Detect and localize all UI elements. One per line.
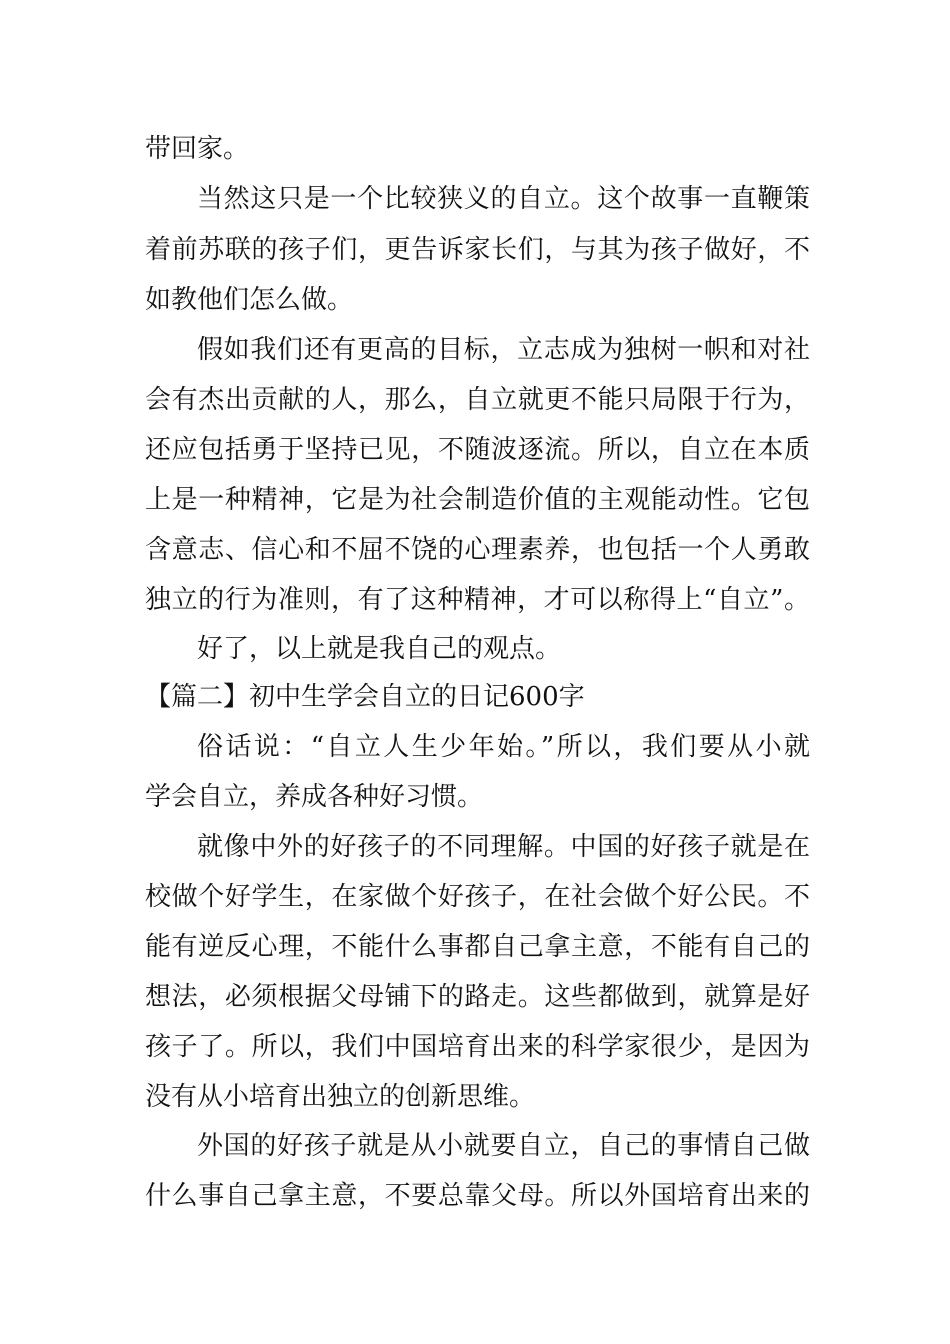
paragraph-line: 如教他们怎么做。 xyxy=(145,285,354,315)
paragraph-line: 假如我们还有更高的目标，立志成为独树一帜和对社 xyxy=(197,335,810,365)
paragraph-line: 能有逆反心理，不能什么事都自己拿主意，不能有自己的 xyxy=(145,932,810,962)
paragraph-line: 学会自立，养成各种好习惯。 xyxy=(145,782,484,812)
paragraph-line: 什么事自己拿主意，不要总靠父母。所以外国培育出来的 xyxy=(145,1181,810,1211)
paragraph-line: 上是一种精神，它是为社会制造价值的主观能动性。它包 xyxy=(145,485,810,515)
paragraph-line: 好了，以上就是我自己的观点。 xyxy=(197,634,562,664)
paragraph-line: 孩子了。所以，我们中国培育出来的科学家很少，是因为 xyxy=(145,1032,810,1062)
paragraph-line: 独立的行为准则，有了这种精神，才可以称得上“自立”。 xyxy=(145,585,810,615)
paragraph-line: 含意志、信心和不屈不饶的心理素养，也包括一个人勇敢 xyxy=(145,535,810,565)
paragraph-line: 没有从小培育出独立的创新思维。 xyxy=(145,1082,536,1112)
paragraph-line: 会有杰出贡献的人，那么，自立就更不能只局限于行为， xyxy=(145,385,810,415)
paragraph-line: 就像中外的好孩子的不同理解。中国的好孩子就是在 xyxy=(197,832,810,862)
paragraph-line: 外国的好孩子就是从小就要自立，自己的事情自己做 xyxy=(197,1131,810,1161)
section-heading: 【篇二】初中生学会自立的日记600字 xyxy=(145,682,585,712)
paragraph-line: 还应包括勇于坚持已见，不随波逐流。所以，自立在本质 xyxy=(145,435,810,465)
paragraph-line: 当然这只是一个比较狭义的自立。这个故事一直鞭策 xyxy=(197,184,810,214)
paragraph-line: 想法，必须根据父母铺下的路走。这些都做到，就算是好 xyxy=(145,982,810,1012)
paragraph-line: 带回家。 xyxy=(145,134,250,164)
paragraph-line: 校做个好学生，在家做个好孩子，在社会做个好公民。不 xyxy=(145,882,810,912)
paragraph-line: 俗话说：“自立人生少年始。”所以，我们要从小就 xyxy=(197,732,810,762)
paragraph-line: 着前苏联的孩子们，更告诉家长们，与其为孩子做好，不 xyxy=(145,235,810,265)
